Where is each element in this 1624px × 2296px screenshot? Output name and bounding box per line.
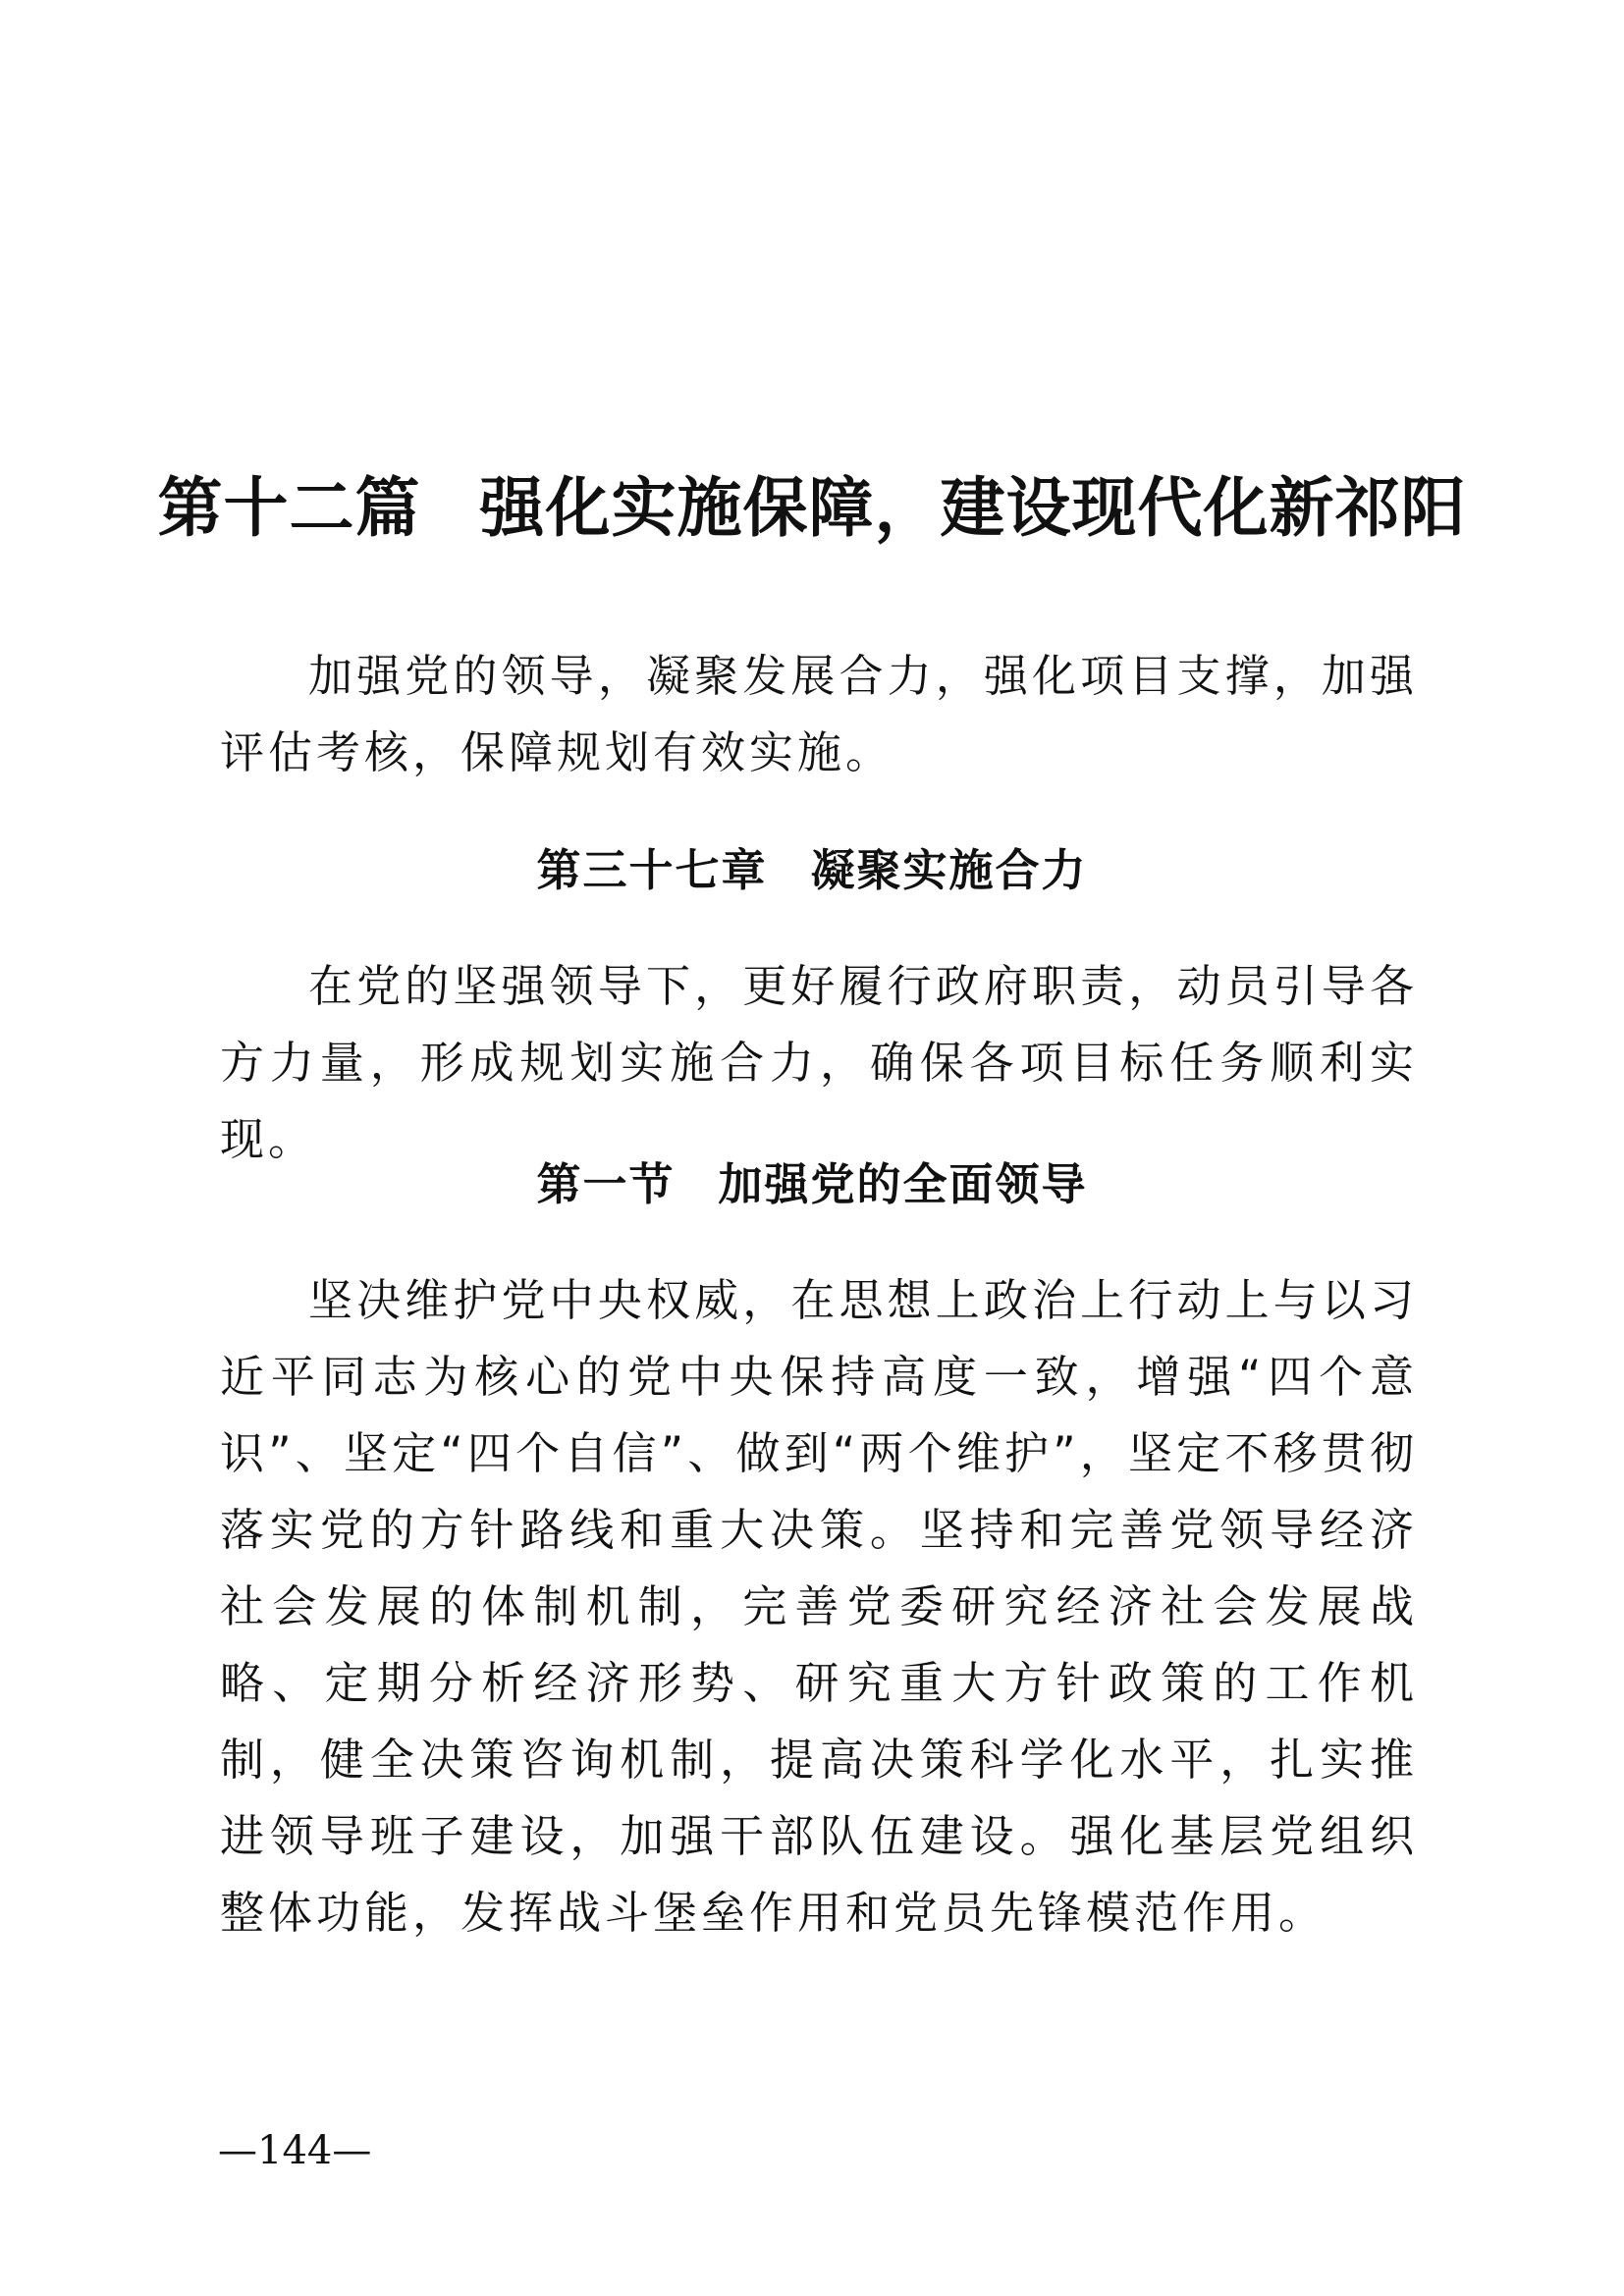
section-paragraph: 坚决维护党中央权威，在思想上政治上行动上与以习近平同志为核心的党中央保持高度一致，增强“四个意识”、坚定“四个自信”、做到“两个维护”，坚定不移贯彻落实党的方针路线和重大决策。坚持和完善党领导经济社会发展的体制机制，完善党委研究经济社会发展战略、定期分析经济形势、研究重大方针政策的工作机制，健全决策咨询机制，提高决策科学化水平，扎实推进领导班子建设，加强干部队伍建设。强化基层党组织整体功能，发挥战斗堡垒作用和党员先锋模范作用。 bbox=[220, 1274, 1418, 1939]
chapter-title: 凝聚实施合力 bbox=[810, 844, 1088, 896]
page-number: —144— bbox=[218, 2128, 372, 2173]
part-title-text: 强化实施保障，建设现代化新祁阳 bbox=[479, 469, 1467, 547]
chapter-number: 第三十七章 bbox=[536, 844, 768, 896]
chapter-heading bbox=[0, 834, 1624, 898]
part-number: 第十二篇 bbox=[157, 469, 421, 547]
part-title bbox=[0, 455, 1624, 549]
section-title: 加强党的全面领导 bbox=[718, 1158, 1088, 1210]
section-number: 第一节 bbox=[536, 1158, 676, 1210]
section-heading bbox=[0, 1148, 1624, 1212]
intro-paragraph: 加强党的领导，凝聚发展合力，强化项目支撑，加强评估考核，保障规划有效实施。 bbox=[220, 650, 1418, 778]
chapter-paragraph: 在党的坚强领导下，更好履行政府职责，动员引导各方力量，形成规划实施合力，确保各项目标任务顺利实现。 bbox=[220, 960, 1418, 1165]
